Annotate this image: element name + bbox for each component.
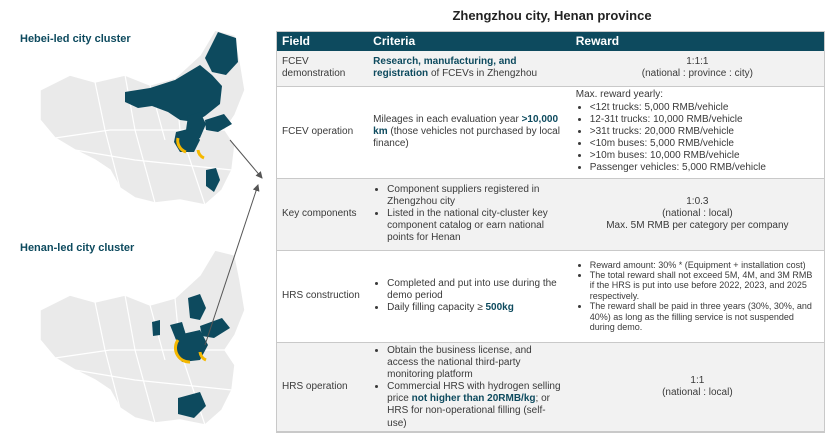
list-item: • >31t trucks: 20,000 RMB/vehicle bbox=[590, 126, 819, 138]
reward-list bbox=[576, 260, 819, 332]
reward-cell bbox=[570, 86, 825, 178]
table-row bbox=[276, 342, 825, 432]
criteria-list bbox=[373, 184, 564, 245]
reward-ratio-legend: (national : province : city) bbox=[641, 68, 753, 80]
criteria-cell bbox=[367, 86, 570, 178]
reward-cell bbox=[570, 178, 825, 250]
criteria-list bbox=[373, 345, 564, 430]
reward-list bbox=[576, 102, 819, 175]
list-item: • Completed and put into use during the demo period bbox=[387, 278, 564, 302]
arrow-from-top-map bbox=[230, 140, 262, 178]
reward-ratio-legend: (national : local) bbox=[662, 387, 733, 399]
list-item: • >10m buses: 10,000 RMB/vehicle bbox=[590, 150, 819, 162]
criteria-highlight: >10,000 km bbox=[373, 113, 559, 137]
hebei-cluster-label: Hebei-led city cluster bbox=[20, 33, 131, 45]
table-row bbox=[276, 51, 825, 86]
list-item: • Component suppliers registered in Zhengzhou city bbox=[387, 184, 564, 208]
header-criteria: Criteria bbox=[367, 31, 570, 51]
reward-cell bbox=[570, 342, 825, 432]
table-header-row bbox=[276, 31, 825, 51]
list-item bbox=[387, 302, 564, 314]
list-item bbox=[387, 381, 564, 430]
reward-intro: Max. reward yearly: bbox=[575, 89, 663, 101]
field-cell: HRS operation bbox=[276, 342, 367, 432]
criteria-text: (those vehicles not purchased by local finance) bbox=[373, 125, 560, 150]
list-item: • <10m buses: 5,000 RMB/vehicle bbox=[590, 138, 819, 150]
henan-cluster-label: Henan-led city cluster bbox=[20, 242, 135, 254]
header-field: Field bbox=[276, 31, 367, 51]
page-title: Zhengzhou city, Henan province bbox=[452, 8, 652, 23]
list-item: • Passenger vehicles: 5,000 RMB/vehicle bbox=[590, 162, 819, 174]
reward-ratio: 1:1:1 bbox=[686, 56, 709, 68]
criteria-text: of FCEVs in Zhengzhou bbox=[428, 68, 538, 80]
table-row bbox=[276, 250, 825, 342]
list-item: • The reward shall be paid in three years (30%, 30%, and 40%) as long as the filling service is not suspended during demo. bbox=[590, 301, 819, 332]
criteria-cell bbox=[367, 250, 570, 342]
connector-arrows bbox=[0, 0, 275, 442]
reward-ratio: 1:1 bbox=[690, 374, 705, 386]
reward-cap: Max. 5M RMB per category per company bbox=[606, 220, 789, 232]
field-cell: FCEV operation bbox=[276, 86, 367, 178]
reward-ratio-legend: (national : local) bbox=[662, 207, 733, 219]
criteria-text: ; or HRS for non-operational filling (self-use) bbox=[387, 393, 550, 429]
table-row bbox=[276, 86, 825, 178]
reward-cell bbox=[570, 51, 825, 86]
criteria-highlight: 500kg bbox=[485, 302, 514, 314]
criteria-text: Daily filling capacity ≥ bbox=[387, 302, 486, 314]
list-item: • <12t trucks: 5,000 RMB/vehicle bbox=[590, 102, 819, 114]
criteria-list bbox=[373, 278, 564, 315]
criteria-text: Commercial HRS with hydrogen selling price bbox=[387, 381, 561, 405]
criteria-cell bbox=[367, 51, 570, 86]
arrow-from-bottom-map bbox=[205, 185, 258, 345]
list-item: • Obtain the business license, and access the national third-party monitoring platform bbox=[387, 345, 564, 382]
criteria-text: Mileages in each evaluation year bbox=[373, 113, 522, 125]
list-item: • Reward amount: 30% * (Equipment + installation cost) bbox=[590, 260, 819, 270]
criteria-highlight: not higher than 20RMB/kg bbox=[411, 393, 536, 405]
criteria-cell bbox=[367, 178, 570, 250]
header-reward: Reward bbox=[570, 31, 825, 51]
field-cell: FCEV demonstration bbox=[276, 51, 367, 86]
reward-table bbox=[276, 31, 825, 433]
field-cell: HRS construction bbox=[276, 250, 367, 342]
list-item: • 12-31t trucks: 10,000 RMB/vehicle bbox=[590, 114, 819, 126]
field-cell: Key components bbox=[276, 178, 367, 250]
list-item: • The total reward shall not exceed 5M, 4M, and 3M RMB if the HRS is put into use before 2022, 2023, and 2025 respectively. bbox=[590, 270, 819, 301]
reward-cell bbox=[570, 250, 825, 342]
table-row bbox=[276, 178, 825, 250]
list-item: • Listed in the national city-cluster key component catalog or earn national points for Henan bbox=[387, 208, 564, 245]
criteria-cell bbox=[367, 342, 570, 432]
criteria-highlight: Research, manufacturing, and registration bbox=[373, 56, 517, 80]
reward-ratio: 1:0.3 bbox=[686, 195, 709, 207]
